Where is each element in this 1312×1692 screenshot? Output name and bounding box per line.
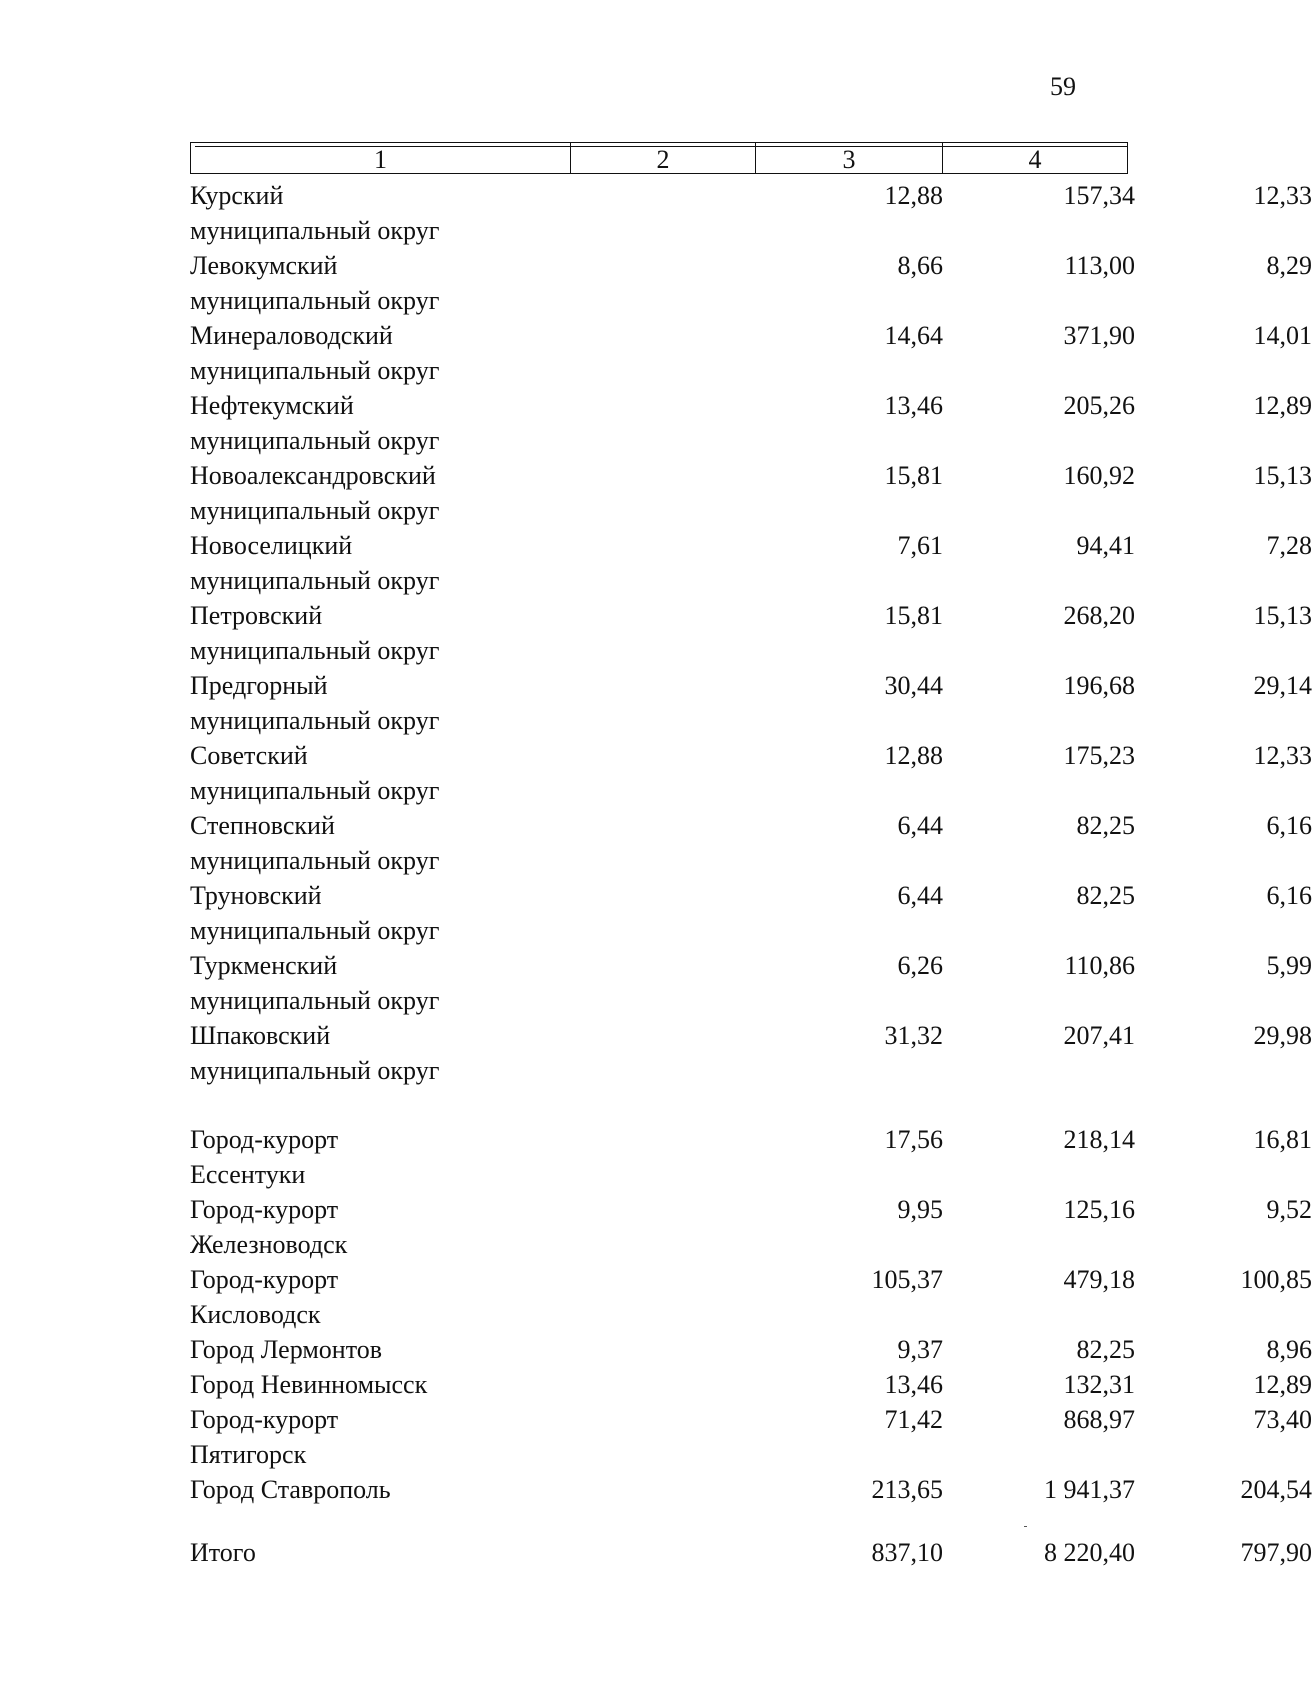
value-col-3: 160,92 [1063, 461, 1135, 490]
value-col-4: 15,13 [1253, 601, 1312, 630]
value-col-3: 205,26 [1063, 391, 1135, 420]
value-col-4: 6,16 [1266, 811, 1312, 840]
value-col-4: 73,40 [1253, 1405, 1312, 1434]
row-name: Минераловодский муниципальный округ [190, 321, 440, 385]
value-col-2: 30,44 [884, 671, 943, 700]
row-name: Петровский муниципальный округ [190, 601, 440, 665]
value-col-4: 29,98 [1253, 1021, 1312, 1050]
value-col-2: 9,95 [897, 1195, 943, 1224]
value-col-3: 82,25 [1076, 1335, 1135, 1364]
value-col-3: 82,25 [1076, 811, 1135, 840]
scan-speck [1024, 1526, 1027, 1527]
value-col-2: 9,37 [897, 1335, 943, 1364]
value-col-2: 71,42 [884, 1405, 943, 1434]
value-col-3: 268,20 [1063, 601, 1135, 630]
row-name: Советский муниципальный округ [190, 741, 440, 805]
value-col-3: 479,18 [1063, 1265, 1135, 1294]
value-col-4: 6,16 [1266, 881, 1312, 910]
value-col-4: 12,89 [1253, 391, 1312, 420]
value-col-3: 94,41 [1076, 531, 1135, 560]
value-col-2: 17,56 [884, 1125, 943, 1154]
row-name: Новоселицкий муниципальный округ [190, 531, 440, 595]
value-col-3: 110,86 [1064, 951, 1135, 980]
value-col-2: 105,37 [871, 1265, 943, 1294]
row-name: Город Лермонтов [190, 1335, 382, 1364]
value-col-3: 196,68 [1063, 671, 1135, 700]
value-col-4: 204,54 [1240, 1475, 1312, 1504]
value-col-4: 7,28 [1266, 531, 1312, 560]
value-col-4: 16,81 [1253, 1125, 1312, 1154]
row-name: Туркменский муниципальный округ [190, 951, 440, 1015]
value-col-3: 157,34 [1063, 181, 1135, 210]
value-col-2: 213,65 [871, 1475, 943, 1504]
header-col-1: 1 [191, 143, 571, 173]
value-col-4: 797,90 [1240, 1538, 1312, 1567]
value-col-2: 12,88 [884, 181, 943, 210]
value-col-4: 14,01 [1253, 321, 1312, 350]
value-col-4: 8,29 [1266, 251, 1312, 280]
value-col-3: 175,23 [1063, 741, 1135, 770]
row-name: Город Невинномысск [190, 1370, 428, 1399]
row-name: Город-курорт Кисловодск [190, 1265, 339, 1329]
row-name: Город-курорт Железноводск [190, 1195, 348, 1259]
value-col-3: 371,90 [1063, 321, 1135, 350]
row-name: Курский муниципальный округ [190, 181, 440, 245]
page-number: 59 [1050, 72, 1076, 101]
value-col-4: 12,33 [1253, 741, 1312, 770]
row-name: Город-курорт Ессентуки [190, 1125, 339, 1189]
value-col-3: 125,16 [1063, 1195, 1135, 1224]
value-col-3: 82,25 [1076, 881, 1135, 910]
value-col-2: 837,10 [871, 1538, 943, 1567]
row-name: Труновский муниципальный округ [190, 881, 440, 945]
value-col-3: 218,14 [1063, 1125, 1135, 1154]
row-name: Предгорный муниципальный округ [190, 671, 440, 735]
value-col-2: 12,88 [884, 741, 943, 770]
value-col-3: 207,41 [1063, 1021, 1135, 1050]
value-col-2: 8,66 [897, 251, 943, 280]
table-header [190, 142, 1128, 174]
value-col-2: 6,44 [897, 881, 943, 910]
value-col-4: 12,89 [1253, 1370, 1312, 1399]
row-name: Шпаковский муниципальный округ [190, 1021, 440, 1085]
row-name: Нефтекумский муниципальный округ [190, 391, 440, 455]
row-name: Степновский муниципальный округ [190, 811, 440, 875]
value-col-2: 13,46 [884, 391, 943, 420]
header-col-3: 3 [756, 143, 943, 173]
row-name: Новоалександровский муниципальный округ [190, 461, 440, 525]
value-col-4: 29,14 [1253, 671, 1312, 700]
value-col-3: 868,97 [1063, 1405, 1135, 1434]
value-col-2: 15,81 [884, 601, 943, 630]
row-name: Город-курорт Пятигорск [190, 1405, 339, 1469]
value-col-4: 100,85 [1240, 1265, 1312, 1294]
row-name: Итого [190, 1538, 256, 1567]
value-col-3: 1 941,37 [1044, 1475, 1135, 1504]
value-col-4: 5,99 [1266, 951, 1312, 980]
value-col-2: 15,81 [884, 461, 943, 490]
value-col-3: 113,00 [1064, 251, 1135, 280]
value-col-2: 31,32 [884, 1021, 943, 1050]
value-col-4: 9,52 [1266, 1195, 1312, 1224]
row-name: Левокумский муниципальный округ [190, 251, 440, 315]
value-col-4: 15,13 [1253, 461, 1312, 490]
value-col-3: 8 220,40 [1044, 1538, 1135, 1567]
value-col-2: 13,46 [884, 1370, 943, 1399]
value-col-4: 8,96 [1266, 1335, 1312, 1364]
value-col-2: 6,26 [897, 951, 943, 980]
row-name: Город Ставрополь [190, 1475, 391, 1504]
value-col-2: 7,61 [897, 531, 943, 560]
value-col-2: 14,64 [884, 321, 943, 350]
header-col-2: 2 [571, 143, 756, 173]
value-col-4: 12,33 [1253, 181, 1312, 210]
value-col-2: 6,44 [897, 811, 943, 840]
value-col-3: 132,31 [1063, 1370, 1135, 1399]
header-col-4: 4 [1028, 145, 1042, 174]
